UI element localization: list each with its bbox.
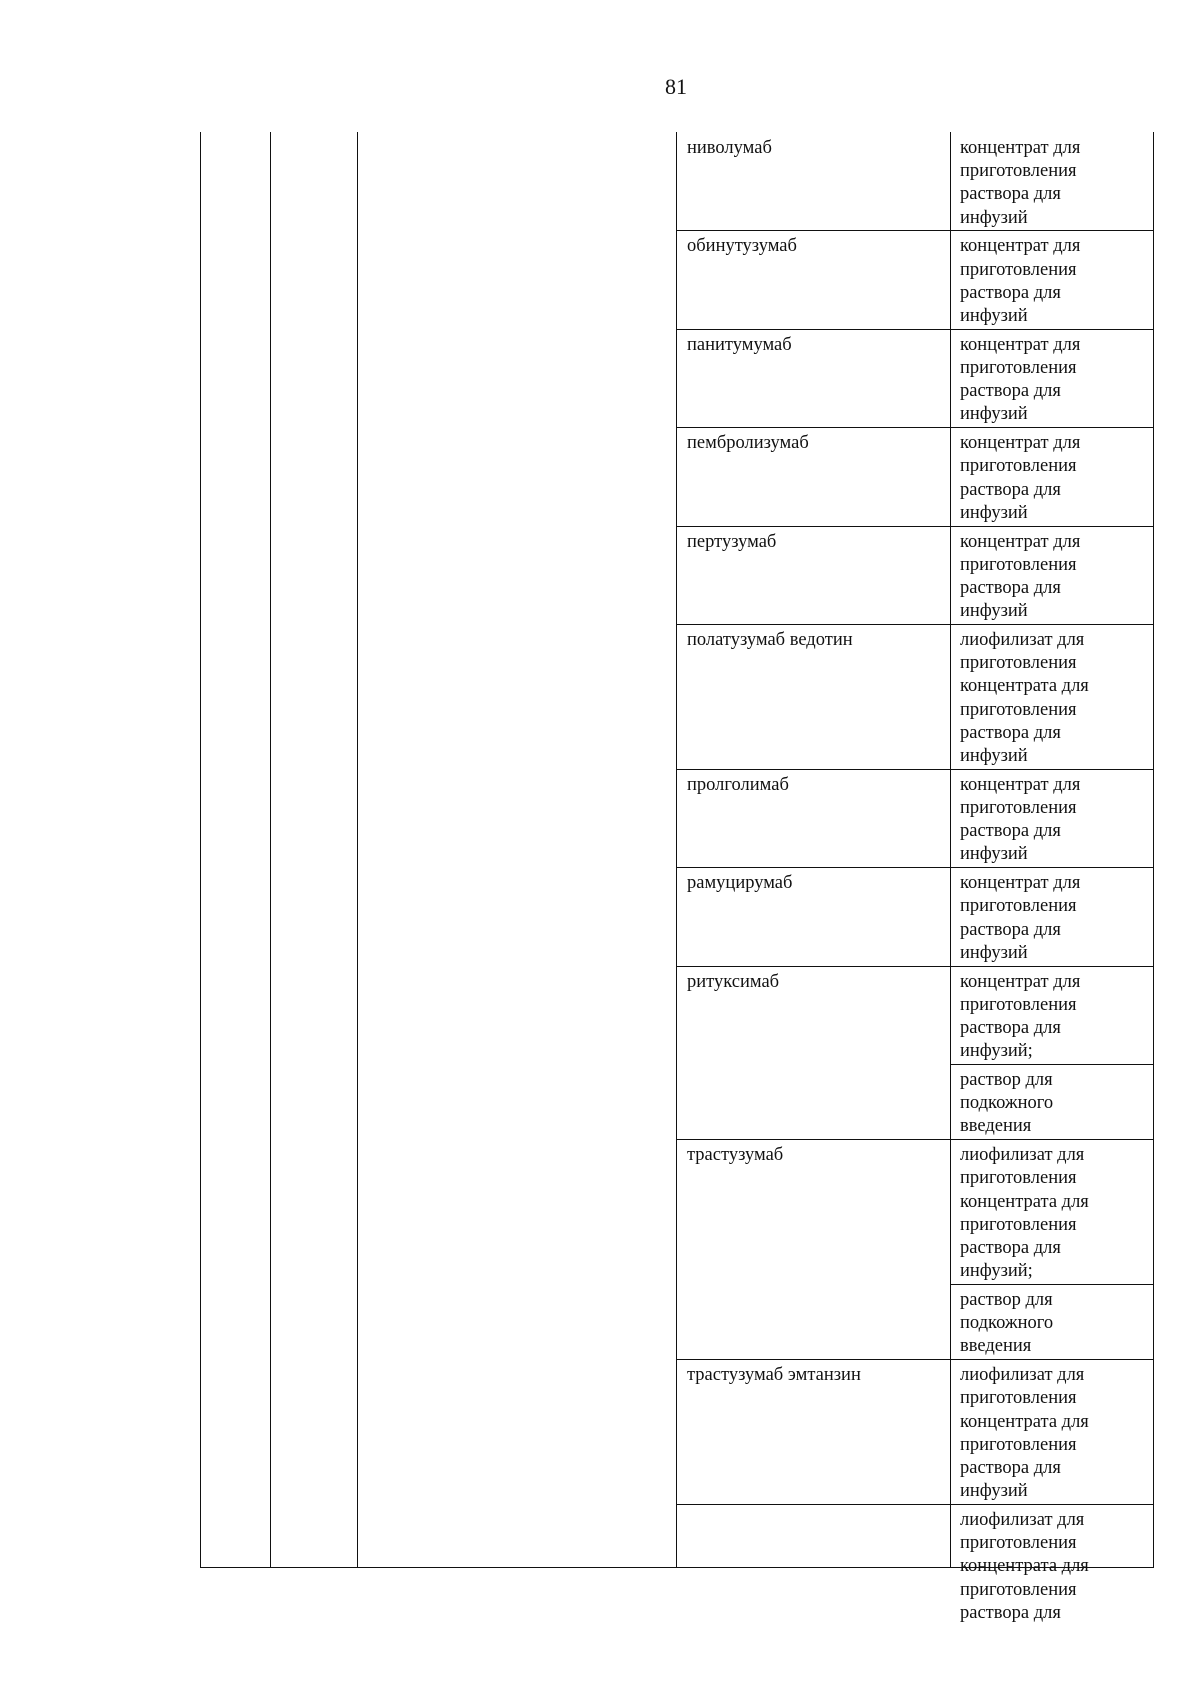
column-border-3: [357, 132, 358, 1568]
drug-name-cell: пролголимаб: [687, 774, 789, 795]
drug-name-cell: ниволумаб: [687, 138, 772, 158]
column-border-1: [200, 132, 201, 1568]
drug-name-cell: панитумумаб: [687, 334, 792, 355]
drug-name-cell: трастузумаб: [687, 1145, 784, 1166]
dosage-form-cell: концентрат для приготовления раствора для инфузий: [960, 774, 1081, 865]
drug-name-cell: трастузумаб эмтанзин: [687, 1365, 861, 1386]
dosage-form-cell: лиофилизат для приготовления концентрата для приготовления раствора для: [960, 1510, 1089, 1623]
drug-name-cell: пертузумаб: [687, 531, 777, 552]
dosage-form-cell: концентрат для приготовления раствора для инфузий: [960, 334, 1081, 425]
dosage-form-cell: концентрат для приготовления раствора для инфузий: [960, 138, 1081, 228]
column-border-2: [270, 132, 271, 1568]
drug-name-cell: ритуксимаб: [687, 971, 780, 992]
drug-name-cell: обинутузумаб: [687, 236, 797, 257]
dosage-form-cell: раствор для подкожного введения: [960, 1070, 1054, 1137]
drug-table: [200, 132, 1153, 1623]
page-number: 81: [665, 74, 687, 99]
drug-name-cell: полатузумаб ведотин: [687, 630, 853, 650]
dosage-form-cell: концентрат для приготовления раствора для инфузий: [960, 873, 1081, 963]
dosage-form-cell: раствор для подкожного введения: [960, 1290, 1054, 1357]
dosage-form-cell: лиофилизат для приготовления концентрата для приготовления раствора для инфузий: [960, 630, 1089, 767]
column-border-6: [1153, 132, 1154, 1568]
dosage-form-cell: концентрат для приготовления раствора для инфузий;: [960, 971, 1081, 1062]
dosage-form-cell: лиофилизат для приготовления концентрата для приготовления раствора для инфузий;: [960, 1145, 1089, 1282]
dosage-form-cell: концентрат для приготовления раствора для инфузий: [960, 531, 1081, 622]
drug-name-cell: рамуцирумаб: [687, 873, 793, 894]
drug-name-cell: пембролизумаб: [687, 433, 809, 454]
dosage-form-cell: концентрат для приготовления раствора для инфузий: [960, 433, 1081, 523]
drug-name-cell: [676, 1504, 950, 1626]
dosage-form-cell: концентрат для приготовления раствора для инфузий: [960, 236, 1081, 326]
dosage-form-cell: лиофилизат для приготовления концентрата для приготовления раствора для инфузий: [960, 1365, 1089, 1502]
table-bottom-border: [200, 1567, 1153, 1568]
